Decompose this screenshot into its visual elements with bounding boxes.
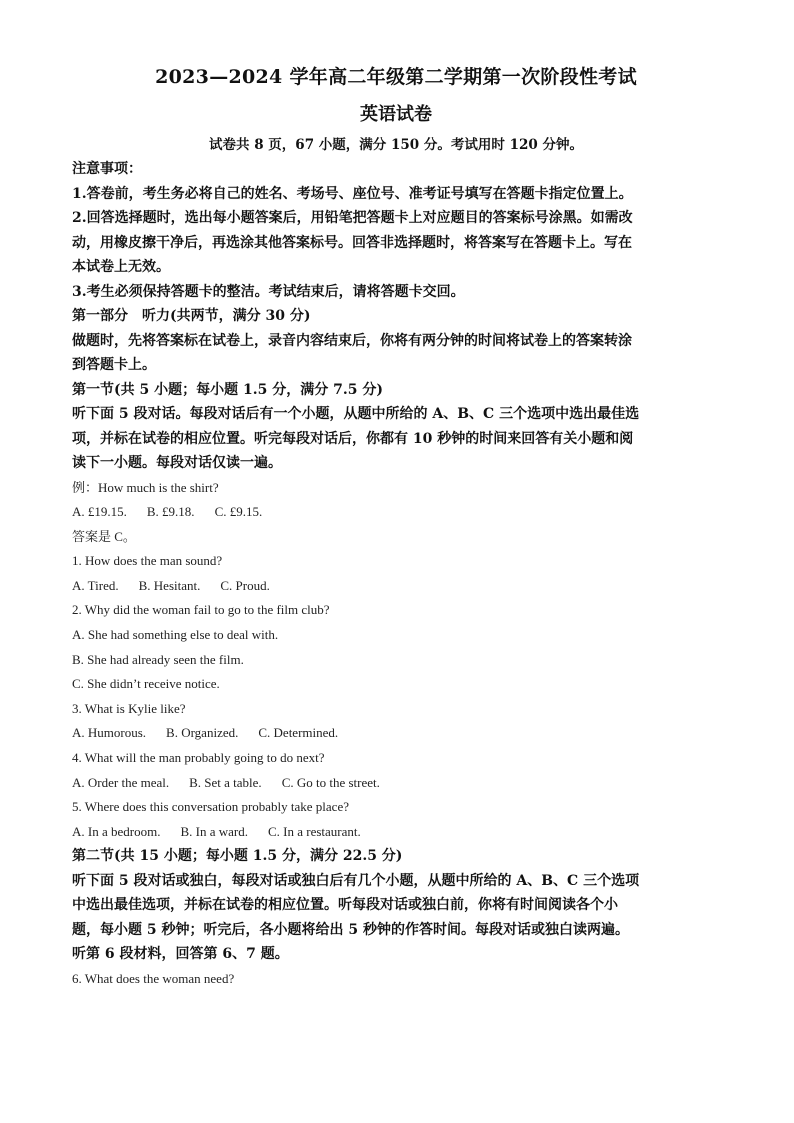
example-answer: 答案是 C。 xyxy=(72,528,136,544)
exam-title: 2023—2024 学年高二年级第二学期第一次阶段性考试 xyxy=(155,66,637,88)
question-2-option-c: C. She didn’t receive notice. xyxy=(72,676,220,692)
part1-desc-line-2: 到答题卡上。 xyxy=(72,357,156,373)
note-item-3: 3.考生必须保持答题卡的整洁。考试结束后，请将答题卡交回。 xyxy=(72,283,465,300)
example-question: 例：How much is the shirt? xyxy=(72,479,219,495)
option-c: C. In a restaurant. xyxy=(267,823,361,839)
exam-intro: 试卷共 8 页，67 小题，满分 150 分。考试用时 120 分钟。 xyxy=(209,137,583,153)
question-6: 6. What does the woman need? xyxy=(72,970,235,986)
option-c: C. Proud. xyxy=(220,577,270,593)
notes-block xyxy=(72,157,720,304)
exam-subtitle: 英语试卷 xyxy=(360,104,432,125)
question-3: 3. What is Kylie like? xyxy=(72,700,186,716)
question-1: 1. How does the man sound? xyxy=(72,553,223,569)
question-2: 2. Why did the woman fail to go to the film club? xyxy=(72,602,330,618)
option-a: A. Humorous. xyxy=(72,725,147,741)
section1-desc-line-1: 听下面 5 段对话。每段对话后有一个小题，从题中所给的 A、B、C 三个选项中选出最佳选 xyxy=(72,406,640,422)
option-b: B. Organized. xyxy=(166,725,239,741)
question-5: 5. Where does this conversation probably take place? xyxy=(72,799,349,815)
note-item-2-line-3: 本试卷上无效。 xyxy=(72,259,170,275)
option-c: C. £9.15. xyxy=(214,504,263,520)
question-5-options xyxy=(72,820,720,845)
option-a: A. Tired. xyxy=(72,577,119,593)
section1-desc-line-3: 读下一小题。每段对话仅读一遍。 xyxy=(72,455,282,471)
option-a: A. Order the meal. xyxy=(72,774,170,790)
section1-desc-line-2: 项，并标在试卷的相应位置。听完每段对话后，你都有 10 秒钟的时间来回答有关小题和阅 xyxy=(72,430,634,447)
part1-heading: 第一部分 听力(共两节，满分 30 分) xyxy=(72,308,311,324)
example-options xyxy=(72,500,720,525)
note-item-2-line-1: 2.回答选择题时，选出每小题答案后，用铅笔把答题卡上对应题目的答案标号涂黑。如需改 xyxy=(72,210,633,226)
section2-desc-line-3: 题，每小题 5 秒钟；听完后，各小题将给出 5 秒钟的作答时间。每段对话或独白读两遍。 xyxy=(72,921,629,938)
option-a: A. In a bedroom. xyxy=(72,823,161,839)
question-2-option-a: A. She had something else to deal with. xyxy=(72,627,279,643)
option-a: A. £19.15. xyxy=(72,504,127,520)
section2-heading: 第二节(共 15 小题；每小题 1.5 分，满分 22.5 分) xyxy=(72,848,403,865)
exam-page xyxy=(72,66,720,992)
note-item-1: 1.答卷前，考生务必将自己的姓名、考场号、座位号、准考证号填写在答题卡指定位置上。 xyxy=(72,185,633,202)
section2-desc-line-1: 听下面 5 段对话或独白，每段对话或独白后有几个小题，从题中所给的 A、B、C 三个选项 xyxy=(72,872,640,889)
part1-desc-line-1: 做题时，先将答案标在试卷上，录音内容结束后，你将有两分钟的时间将试卷上的答案转涂 xyxy=(72,332,632,349)
option-b: B. Set a table. xyxy=(189,774,262,790)
section1-heading: 第一节(共 5 小题；每小题 1.5 分，满分 7.5 分) xyxy=(72,381,383,398)
question-4: 4. What will the man probably going to do next? xyxy=(72,750,325,766)
option-b: B. Hesitant. xyxy=(138,577,201,593)
question-4-options xyxy=(72,771,720,796)
section2-block xyxy=(72,844,720,991)
option-c: C. Determined. xyxy=(258,725,339,741)
notes-heading: 注意事项： xyxy=(72,161,142,177)
option-b: B. In a ward. xyxy=(180,823,248,839)
question-1-options xyxy=(72,574,720,599)
material-6-instruction: 听第 6 段材料，回答第 6、7 题。 xyxy=(72,946,289,963)
section1-block xyxy=(72,378,720,845)
part1-block xyxy=(72,304,720,378)
question-3-options xyxy=(72,721,720,746)
section2-desc-line-2: 中选出最佳选项，并标在试卷的相应位置。听每段对话或独白前，你将有时间阅读各个小 xyxy=(72,897,618,914)
question-2-option-b: B. She had already seen the film. xyxy=(72,651,244,667)
option-c: C. Go to the street. xyxy=(281,774,380,790)
note-item-2-line-2: 动，用橡皮擦干净后，再选涂其他答案标号。回答非选择题时，将答案写在答题卡上。写在 xyxy=(72,234,632,251)
option-b: B. £9.18. xyxy=(146,504,195,520)
